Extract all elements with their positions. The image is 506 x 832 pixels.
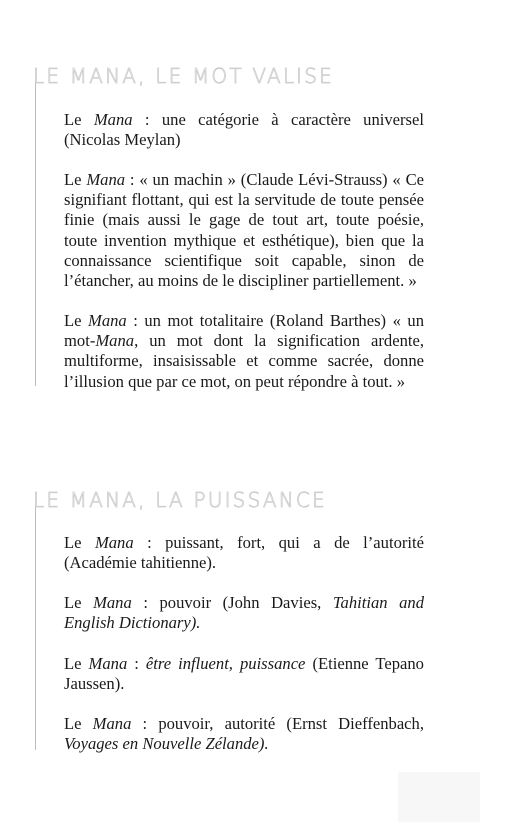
- para-prefix: Le: [64, 654, 89, 673]
- term-mana: Mana: [95, 331, 135, 351]
- page-corner-shade: [398, 772, 480, 822]
- para-text: :: [127, 654, 146, 673]
- section2-paragraph-3: [64, 654, 424, 694]
- para-text: : un mot totalitaire (Roland Barthes) « un mot-: [64, 311, 424, 351]
- para-text: : pouvoir, autorité (Ernst Dieffenbach,: [131, 714, 424, 733]
- section2-heading-text: LE MANA, LA PUISSANCE: [33, 488, 327, 512]
- section2-paragraph-4: [64, 714, 424, 754]
- section2-heading: [33, 488, 327, 512]
- para-prefix: Le: [64, 533, 95, 552]
- para-text: , un mot dont la signification ardente, multiforme, insaisissable et comme sacrée, donne l’illusion que par ce mot, on peut répondre à tout. »: [64, 331, 424, 391]
- para-text: : puissant, fort, qui a de l’autorité (Académie tahitienne).: [64, 533, 424, 573]
- section1-paragraph-1: [64, 110, 424, 150]
- term-mana: Mana: [94, 533, 134, 552]
- term-mana: Mana: [92, 714, 132, 733]
- term-mana: Mana: [86, 170, 126, 189]
- para-text: (Etienne Tepano Jaussen).: [64, 654, 424, 694]
- para-prefix: Le: [64, 593, 94, 612]
- section2-paragraph-1: [64, 533, 424, 573]
- section1-heading: [33, 64, 334, 88]
- para-prefix: Le: [64, 714, 93, 733]
- para-prefix: Le: [64, 110, 94, 129]
- term-mana: Mana: [93, 593, 132, 612]
- para-prefix: Le: [64, 170, 87, 189]
- italic-definition: être influent, puissance: [145, 654, 306, 673]
- section1-heading-text: LE MANA, LE MOT VALISE: [33, 64, 334, 88]
- section1-paragraph-2: [64, 170, 424, 291]
- section2-paragraph-2: [64, 593, 424, 633]
- section2-left-rule: [35, 492, 36, 750]
- para-text: : une catégorie à caractère universel (Nicolas Meylan): [64, 110, 424, 150]
- italic-citation: Voyages en Nouvelle Zélande).: [64, 734, 269, 754]
- section1-paragraph-3: [64, 311, 424, 392]
- italic-citation: Tahitian and English Dictionary).: [64, 593, 425, 633]
- term-mana: Mana: [88, 311, 127, 330]
- para-text: : « un machin » (Claude Lévi-Strauss) « Ce signifiant flottant, qui est la servitude de toute pensée finie (mais aussi le gage de tout art, toute poésie, toute invention mythique et esthétique), bien que la connaissance scientifique soit capable, sinon de l’étancher, au moins de le discipliner partiellement. »: [64, 170, 424, 291]
- para-prefix: Le: [64, 311, 89, 330]
- section1-left-rule: [35, 68, 36, 386]
- term-mana: Mana: [93, 110, 133, 129]
- term-mana: Mana: [88, 654, 128, 673]
- para-text: : pouvoir (John Davies,: [131, 593, 333, 612]
